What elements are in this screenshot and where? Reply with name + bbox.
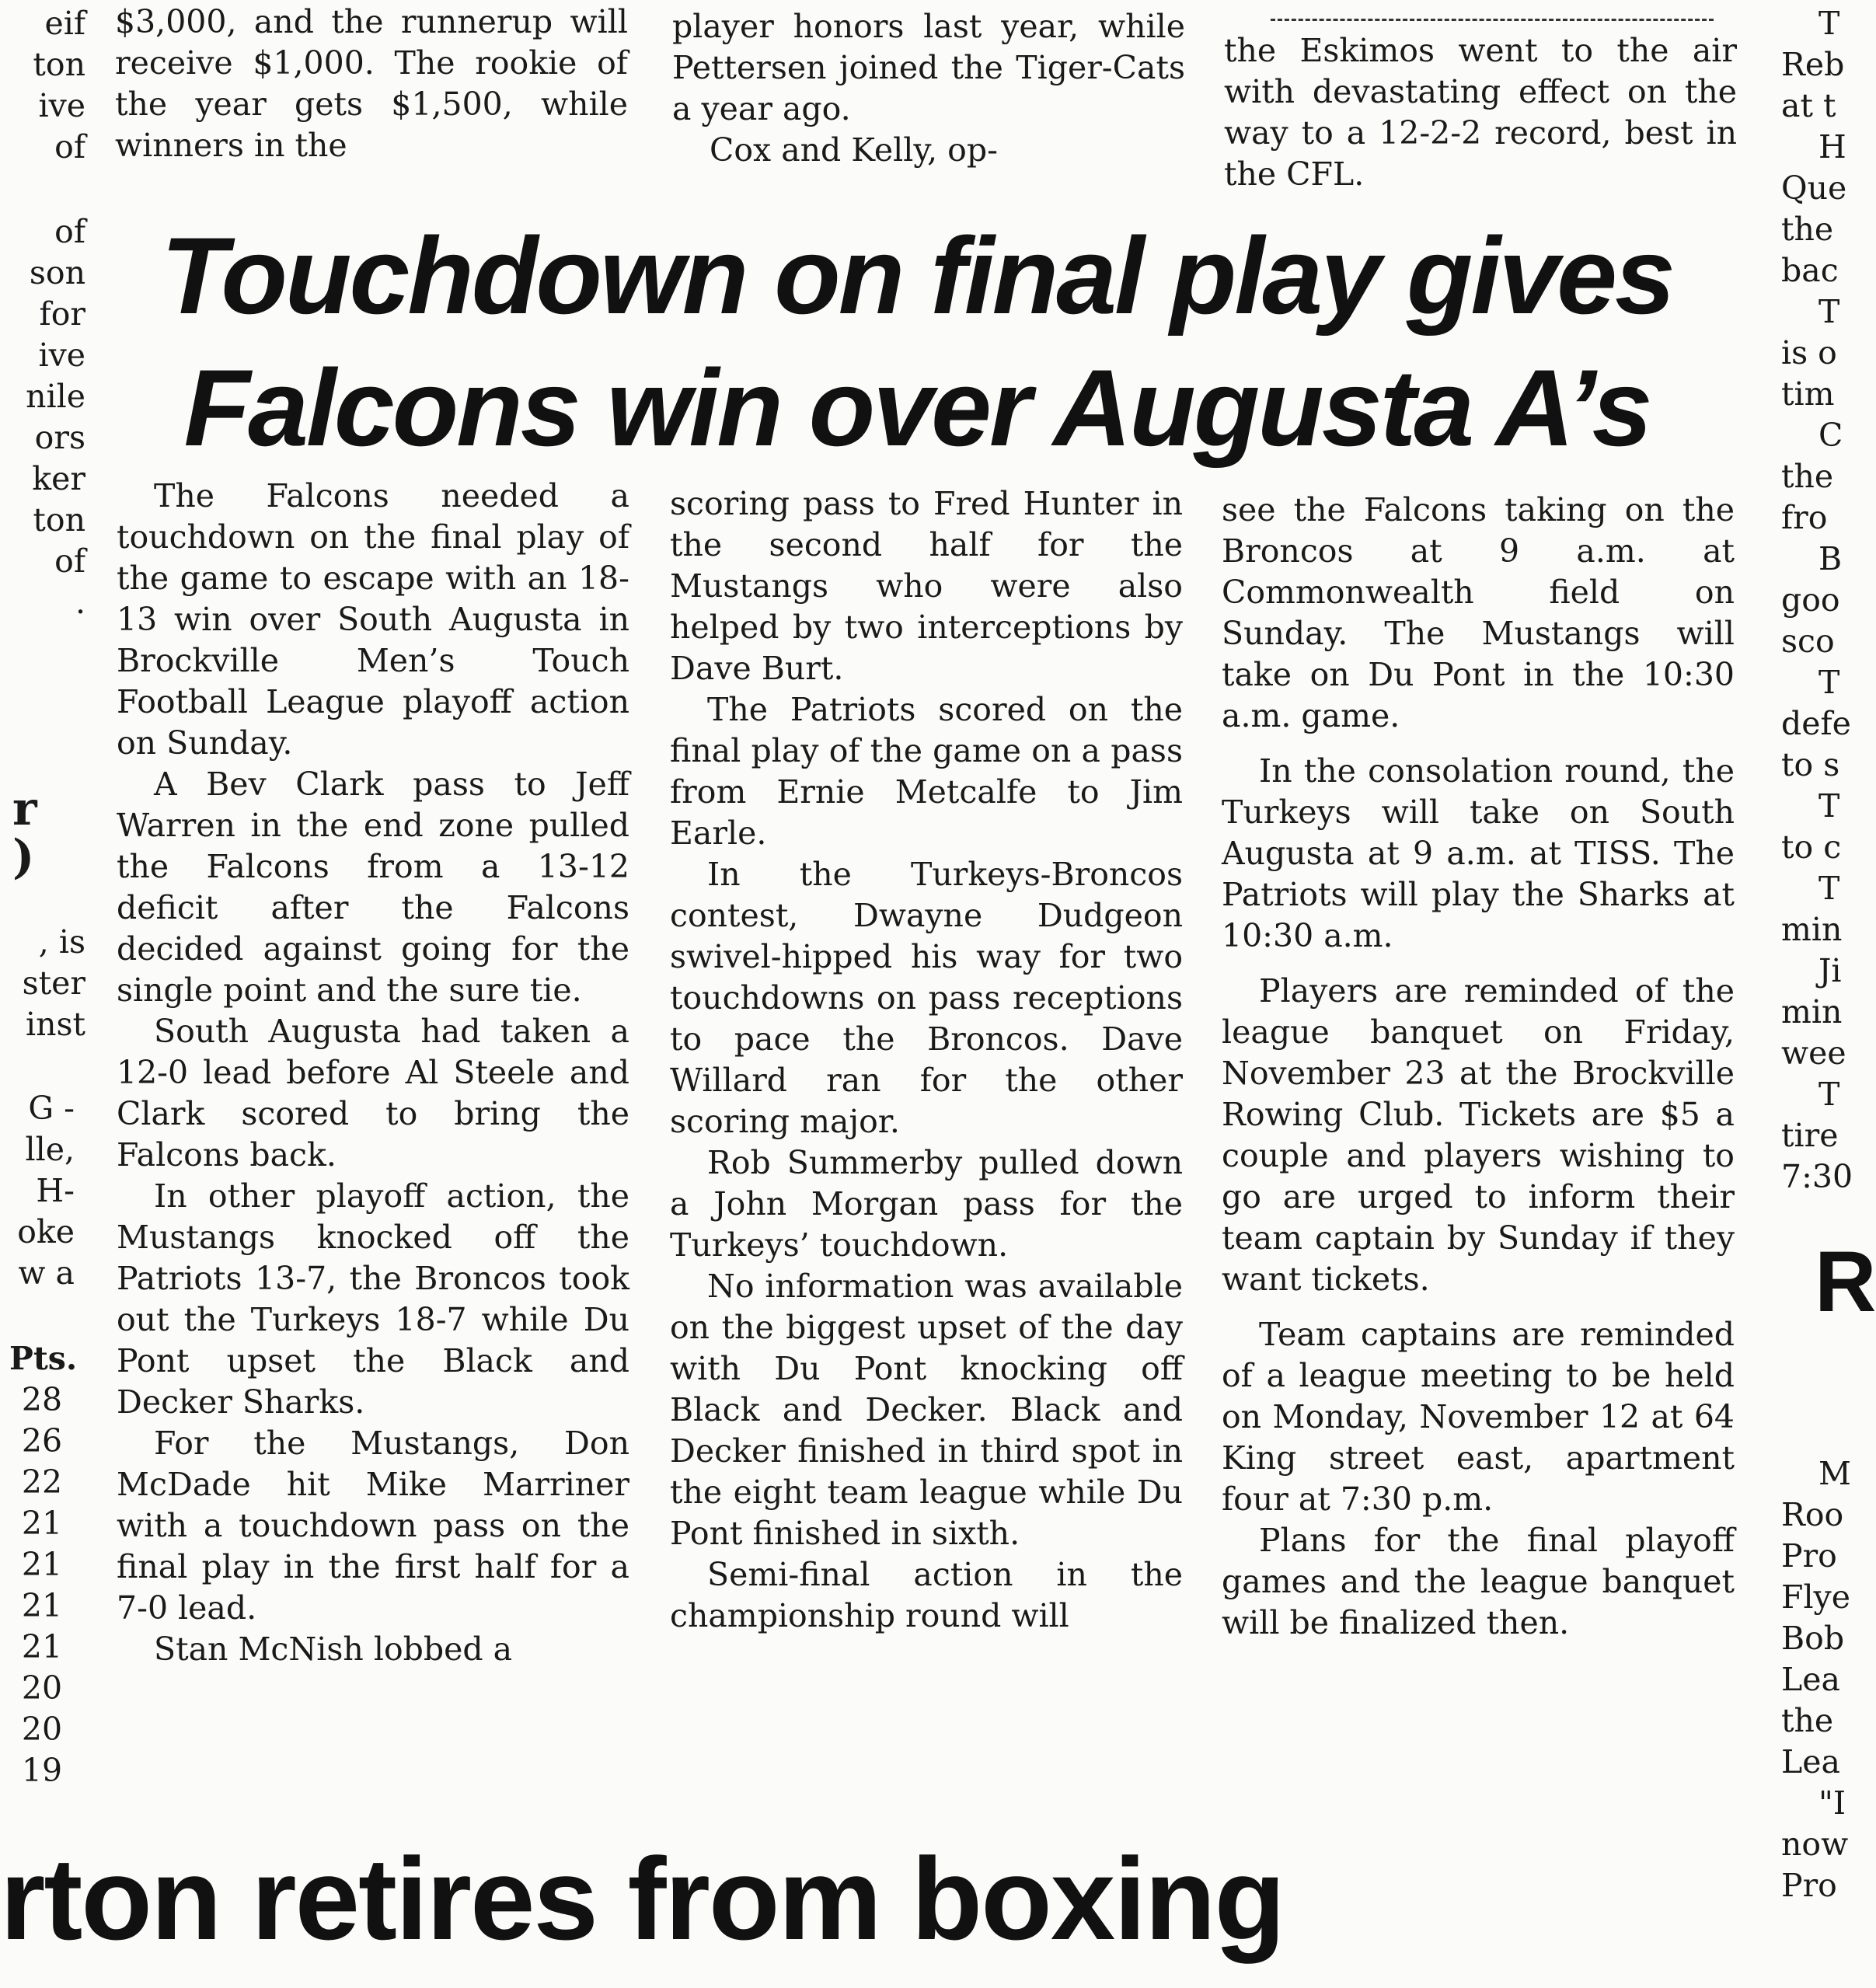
article-col2-para-1: The Patriots scored on the final play of the game on a pass from Ernie Metcalfe to Jim Earle.	[670, 691, 1183, 852]
right-fragment: the	[1781, 211, 1834, 248]
top-column-3-text: the Eskimos went to the air with devastating effect on the way to a 12-2-2 record, best in the CFL.	[1224, 32, 1737, 193]
standings-points-label: Pts.	[9, 1340, 78, 1377]
left-fragments-top	[0, 3, 85, 168]
right-fragment: Que	[1781, 169, 1847, 207]
left-fragment: ker	[32, 460, 85, 497]
right-fragment: H	[1818, 128, 1846, 166]
headline-line-2: Falcons win over Augusta A’s	[183, 347, 1651, 469]
cropped-line	[1271, 19, 1714, 26]
left-fragment: eif	[44, 5, 85, 42]
right-cropped-heading-letter: R	[1815, 1234, 1876, 1330]
article-col2-para-4: No information was available on the biggest upset of the day with Du Pont knocking off Black and Decker. Black and Decker finished in third spot in the eight team league while Du Pont finished in sixth.	[670, 1268, 1183, 1552]
article-col1-para-6: Stan McNish lobbed a	[154, 1631, 513, 1668]
right-fragment: defe	[1781, 705, 1851, 742]
top-column-2-text-a: player honors last year, while Pettersen joined the Tiger-Cats a year ago.	[672, 8, 1185, 127]
left-fragment: oke	[17, 1213, 75, 1250]
article-col3-para-2: Players are reminded of the league banquet on Friday, November 23 at the Brockville Rowing Club. Tickets are $5 a couple and players wishing to go are urged to inform their team captain by Sunday if they want tickets.	[1222, 972, 1735, 1298]
standings-points-value: 21	[21, 1628, 63, 1665]
right-fragment: M	[1818, 1455, 1851, 1492]
left-fragment: nile	[26, 378, 85, 415]
left-fragment: of	[54, 542, 85, 580]
right-fragment: the	[1781, 458, 1834, 495]
left-fragment: ton	[33, 501, 85, 539]
headline-line-1: Touchdown on final play gives	[161, 214, 1673, 337]
right-fragment: wee	[1781, 1034, 1846, 1072]
left-fragment: inst	[25, 1006, 85, 1043]
left-fragments-low	[0, 922, 85, 1045]
article-col1-para-3: South Augusta had taken a 12-0 lead before Al Steele and Clark scored to bring the Falcons back.	[117, 1013, 629, 1174]
right-fragment: to c	[1781, 828, 1842, 866]
left-fragment: ive	[38, 87, 85, 124]
standings-points-value: 21	[21, 1546, 63, 1583]
right-fragment: min	[1781, 993, 1843, 1031]
right-fragment: C	[1818, 417, 1843, 454]
right-fragment: goo	[1781, 581, 1840, 619]
article-col3-para-1: In the consolation round, the Turkeys will take on South Augusta at 9 a.m. at TISS. The Patriots will play the Sharks at 10:30 a.m.	[1222, 752, 1735, 954]
left-fragment: son	[29, 254, 85, 291]
standings-points-value: 28	[21, 1381, 63, 1418]
right-fragment: B	[1818, 540, 1843, 577]
right-fragment: sco	[1781, 623, 1835, 660]
article-col3-para-3: Team captains are reminded of a league meeting to be held on Monday, November 12 at 64 King street east, apartment four at 7:30 p.m.	[1222, 1316, 1735, 1518]
left-fragment-glyph: )	[12, 830, 35, 884]
top-column-1-text: $3,000, and the runnerup will receive $1,000. The rookie of the year gets $1,500, while winners in the	[115, 3, 628, 164]
article-col1-para-1: The Falcons needed a touchdown on the final play of the game to escape with an 18-13 win over South Augusta in Brockville Men’s Touch Football League playoff action on Sunday.	[117, 477, 629, 762]
left-fragment: of	[54, 213, 85, 250]
left-fragment: H-	[36, 1172, 75, 1209]
article-column-3	[1222, 490, 1735, 1644]
left-fragment: , is	[38, 923, 85, 961]
article-column-1	[117, 476, 629, 1670]
article-col1-para-4: In other playoff action, the Mustangs knocked off the Patriots 13-7, the Broncos took out the Turkeys 18-7 while Du Pont upset the Black and Decker Sharks.	[117, 1177, 629, 1421]
top-column-3	[1224, 19, 1737, 195]
article-col1-para-5: For the Mustangs, Don McDade hit Mike Marriner with a touchdown pass on the final play in the first half for a 7-0 lead.	[117, 1425, 629, 1627]
standings-points-value: 26	[21, 1422, 63, 1460]
article-column-2	[670, 483, 1183, 1637]
left-fragment: ton	[33, 46, 85, 83]
standings-points-value: 20	[21, 1669, 63, 1707]
top-column-1	[115, 2, 628, 166]
left-fragment-glyph: r	[12, 782, 37, 836]
right-fragment: tire	[1781, 1117, 1839, 1154]
left-fragments-mid	[0, 211, 85, 623]
right-fragment: 7:30	[1781, 1158, 1853, 1195]
top-column-2-text-b: Cox and Kelly, op-	[710, 131, 998, 169]
right-fragment: T	[1818, 293, 1840, 330]
right-fragment: bac	[1781, 252, 1839, 289]
article-col3-lead: see the Falcons taking on the Broncos at 9 a.m. at Commonwealth field on Sunday. The Mustangs will take on Du Pont in the 10:30 a.m. game.	[1222, 491, 1735, 734]
article-col2-para-5: Semi-final action in the championship round will	[670, 1556, 1183, 1634]
right-fragment: T	[1818, 1076, 1840, 1113]
right-fragment: at t	[1781, 87, 1836, 124]
right-fragment: min	[1781, 911, 1843, 948]
left-fragment: for	[39, 295, 85, 333]
standings-points-value: 21	[21, 1505, 63, 1542]
right-fragment: T	[1818, 5, 1840, 42]
bottom-headline: rton retires from boxing	[0, 1833, 1285, 1964]
right-fragment: fro	[1781, 499, 1828, 536]
right-fragment: Pro	[1781, 1537, 1837, 1575]
left-fragment: lle,	[25, 1131, 75, 1168]
left-fragment: G -	[28, 1090, 75, 1127]
standings-points-value: 22	[21, 1463, 63, 1501]
right-fragment: T	[1818, 787, 1840, 825]
right-fragment: T	[1818, 870, 1840, 907]
right-fragment: Flye	[1781, 1578, 1850, 1616]
right-fragment: T	[1818, 664, 1840, 701]
article-col1-para-2: A Bev Clark pass to Jeff Warren in the end zone pulled the Falcons from a 13-12 deficit after the Falcons decided against going for the single point and the sure tie.	[117, 766, 629, 1009]
left-fragment: ors	[34, 419, 85, 456]
right-fragment: Reb	[1781, 46, 1845, 83]
right-fragment: "I	[1818, 1784, 1846, 1822]
right-fragment: to s	[1781, 746, 1840, 783]
right-fragment: Roo	[1781, 1496, 1844, 1533]
article-col2-para-2: In the Turkeys-Broncos contest, Dwayne Dudgeon swivel-hipped his way for two touchdowns on pass receptions to pace the Broncos. Dave Willard ran for the other scoring major.	[670, 856, 1183, 1140]
right-fragment: Lea	[1781, 1661, 1840, 1698]
standings-points-value: 21	[21, 1587, 63, 1624]
right-fragments-top	[1781, 3, 1865, 1198]
standings-points-column	[9, 1338, 78, 1791]
article-col3-para-4: Plans for the final playoff games and the league banquet will be finalized then.	[1222, 1522, 1735, 1641]
left-fragments-low-2	[0, 1088, 75, 1294]
standings-points-value: 20	[21, 1711, 63, 1748]
right-fragment: the	[1781, 1702, 1834, 1739]
left-fragment: ster	[22, 964, 85, 1002]
right-fragment: now	[1781, 1826, 1849, 1863]
right-fragment: is o	[1781, 334, 1837, 371]
right-fragment: Lea	[1781, 1743, 1840, 1780]
left-fragment: ive	[38, 337, 85, 374]
top-column-2	[672, 6, 1185, 171]
left-fragment: w a	[18, 1254, 75, 1292]
standings-points-value: 19	[21, 1752, 63, 1789]
article-col2-para-3: Rob Summerby pulled down a John Morgan pass for the Turkeys’ touchdown.	[670, 1144, 1183, 1264]
left-fragment: .	[75, 584, 85, 621]
left-fragments-glyphs	[12, 782, 37, 884]
right-fragment: Bob	[1781, 1620, 1845, 1657]
article-col2-lead: scoring pass to Fred Hunter in the second half for the Mustangs who were also helped by two interceptions by Dave Burt.	[670, 485, 1183, 687]
right-fragment: Ji	[1818, 952, 1842, 989]
left-fragment: of	[54, 128, 85, 166]
right-fragment: Pro	[1781, 1867, 1837, 1904]
right-fragment: tim	[1781, 375, 1835, 413]
